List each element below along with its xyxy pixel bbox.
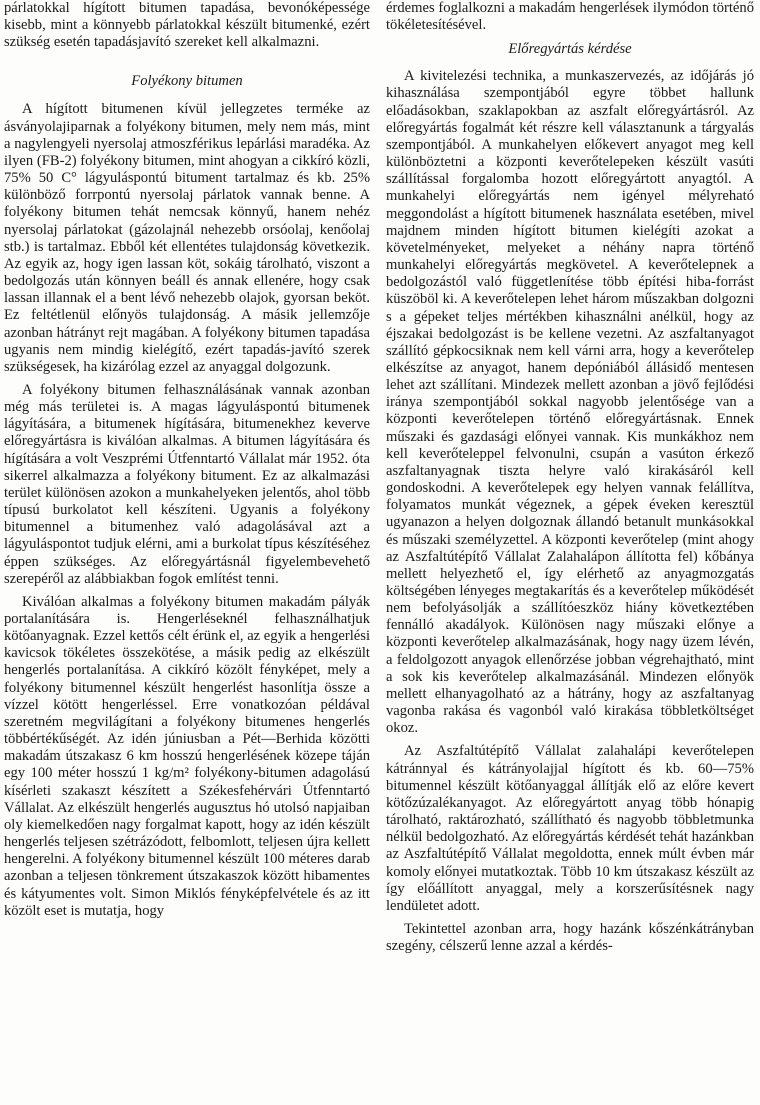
left-column — [4, 0, 370, 920]
paragraph: Tekintettel azonban arra, hogy hazánk kőszénkátrányban szegény, célszerű lenne azzal a kérdés- — [386, 920, 754, 955]
paragraph: Kiválóan alkalmas a folyékony bitumen makadám pályák portalanítására is. Hengerléseknél felhasználhatjuk kötőanyagnak. Ezzel kettős célt érünk el, az egyik a hengerlési kavicsok tökéletes összekötése, a másik pedig az elkészült hengerlés portalanítása. A cikkíró közölt fényképet, mely a folyékony bitumennel készült hengerlést hasonlítja össze a vízzel kötött hengerléssel. Erre vonatkozóan példával szeretném megvilágítani a folyékony bitumenes hengerlés többértékűségét. Az idén júniusban a Pét—Berhida közötti makadám útszakasz 6 km hosszú hengerlésének közepe táján egy 100 méter hosszú 1 kg/m² folyékony-bitumen adagolású kísérleti szakaszt készített a Székesfehérvári Útfenntartó Vállalat. Az elkészült hengerlés augusztus hó utolsó napjaiban oly kiemelkedően nagy forgalmat kapott, hogy az idén készült hengerlés teljesen szétrázódott, felbomlott, teljesen újra kellett hengerelni. A folyékony bitumennel készült 100 méteres darab azonban a teljesen tönkrement útszakaszok között hibamentes és kátyumentes volt. Simon Miklós fényképfelvétele és az itt közölt eset is mutatja, hogy — [4, 593, 370, 919]
paragraph: Az Aszfaltútépítő Vállalat zalahalápi keverőtelepen kátránnyal és kátrányolajjal hígított és kb. 60—75% bitumennel készült kötőanyaggal állítják elő az előre kevert kötőzúzalékanyagot. Az előregyártott anyag több hónapig tárolható, raktározható, szállítható és nagyobb többletmunka nélkül bedolgozható. Az előregyártás kérdését tehát hazánkban az Aszfaltútépítő Vállalat megoldotta, ennek múlt évben már komoly előnyei mutatkoztak. Több 10 km útszakasz készült az így előállított anyaggal, mely a korszerűsítésnek nagy lendületet adott. — [386, 743, 754, 914]
paragraph: A kivitelezési technika, a munkaszervezés, az időjárás jó kihasználása szempontjából egyre többet hallunk előadásokban, szaklapokban az aszfalt előregyártásról. Az előregyártás fogalmát két részre kell választanunk a tárgyalás szempontjából. A munkahelyen előkevert anyagot meg kell különböztetni a központi keverőtelepeken készült vasúti szállítással forgalomba hozott előregyártott anyagtól. A munkahelyi előregyártás nem igényel mélyreható meggondolást a hígított bitumenek használata esetében, mivel majdnem minden hígított bitumen kielégíti azokat a követelményeket, melyeket a néhány napra történő munkahelyi előregyártás megkövetel. A keverőtelepnek a bedolgozástól való függetlenítése több építési hiba-forrást küszöböl ki. A keverőtelepen lehet három műszakban dolgozni s a gépeket teljes mértékben kihasználni anélkül, hogy az éjszakai bedolgozást is be kellene vezetni. Az aszfaltanyagot szállító gépkocsiknak nem kell várni arra, hogy a keverőtelep elkészítse az anyagot, hanem depóniából állásidő mentesen lehet azt szállítani. Mindezek mellett azonban a jövő fejlődési iránya szempontjából sokkal nagyobb jelentősége van a központi keverőtelepen történő előregyártásnak. Ennek műszaki és gazdasági előnyei vannak. Kis munkákhoz nem kell keverőteleppel felvonulni, csupán a vasúton érkező aszfaltanyagnak tiszta helyre való kirakásáról kell gondoskodni. A keverőtelepek egy helyen vannak felállítva, folyamatos munkát végeznek, a gépek éveken keresztül ugyanazon a helyen dolgoznak állandó betanult munkásokkal és műszaki személyzettel. A központi keverőtelep (mint ahogy az Aszfaltútépítő Vállalat Zalahalápon állította fel) kőbánya mellett helyezhető el, így elérhető az anyagmozgatás költségében lényeges megtakarítás és a keverőtelep működését nem befolyásolják a szállítóeszköz hiány következtében fennálló akadályok. Különösen nagy műszaki előnye a központi keverőtelep alkalmazásának, hogy nagy üzem lévén, a feldolgozott anyagok ellenőrzése jobban végrehajtható, mint a sok kis keverőtelep alkalmazásánál. Mindezen előnyök mellett elhanyagolható az a hátrány, hogy az aszfaltanyag vagonba rakása és vagonból való kirakása többletköltséget okoz. — [386, 68, 754, 737]
paragraph: A folyékony bitumen felhasználásának vannak azonban még más területei is. A magas lágyuláspontú bitumenek lágyítására, a bitumenek hígítására, bitumenekhez keverve előregyártásra is kiválóan alkalmas. A bitumen lágyítására és hígítására a volt Veszprémi Útfenntartó Vállalat már 1952. óta sikerrel alkalmazza a folyékony bitument. Ez az alkalmazási terület különösen azokon a munkahelyeken jelentős, ahol több típusú burkolatot kell készíteni. Ugyanis a folyékony bitumennel a bitumenhez való adagolásával azt a lágyuláspontot tudjuk elérni, ami a burkolat típus készítéséhez éppen szükséges. Az előregyártásnál figyelembevehető szerepéről az alábbiakban fogok említést tenni. — [4, 381, 370, 587]
paragraph: érdemes foglalkozni a makadám hengerlések ilymódon történő tökéletesítésével. — [386, 0, 754, 34]
paragraph: párlatokkal hígított bitumen tapadása, bevonóképessége kisebb, mint a könnyebb párlatokkal készült bitumenké, ezért szükség esetén tapadásjavító szereket kell alkalmazni. — [4, 0, 370, 51]
section-heading-folyekony-bitumen: Folyékony bitumen — [131, 73, 243, 90]
section-heading-eloregyartas-kerdese: Előregyártás kérdése — [508, 41, 632, 58]
paragraph: A hígított bitumenen kívül jellegzetes terméke az ásványolajiparnak a folyékony bitumen, mely nem más, mint a nagylengyeli nyersolaj atmoszférikus lepárlási maradéka. Az ilyen (FB-2) folyékony bitumen, mint ahogyan a cikkíró közli, 75% 50 C° lágyuláspontú bitument tartalmaz és kb. 25% különböző forrpontú nyersolaj párlatok vannak benne. A folyékony bitumen tehát nemcsak könnyű, hanem nehéz nyersolaj párlatokat (gázolajnál nehezebb orsóolaj, kenőolaj stb.) is tartalmaz. Ebből két ellentétes tulajdonság következik. Az egyik az, hogy igen lassan köt, sokáig tárolható, viszont a bedolgozás után könnyen beáll és annak ellenére, hogy csak lassan illannak el a bent lévő nehezebb olajok, gyorsan beköt. Ez feltétlenül előnyös tulajdonság. A másik jellemzője azonban hátrányt rejt magában. A folyékony bitumen tapadása ugyanis nem mindig kielégítő, ezért tapadás-javító szerek szükségesek, ha kizárólag ezzel az anyaggal dolgozunk. — [4, 101, 370, 375]
right-column — [386, 0, 754, 955]
